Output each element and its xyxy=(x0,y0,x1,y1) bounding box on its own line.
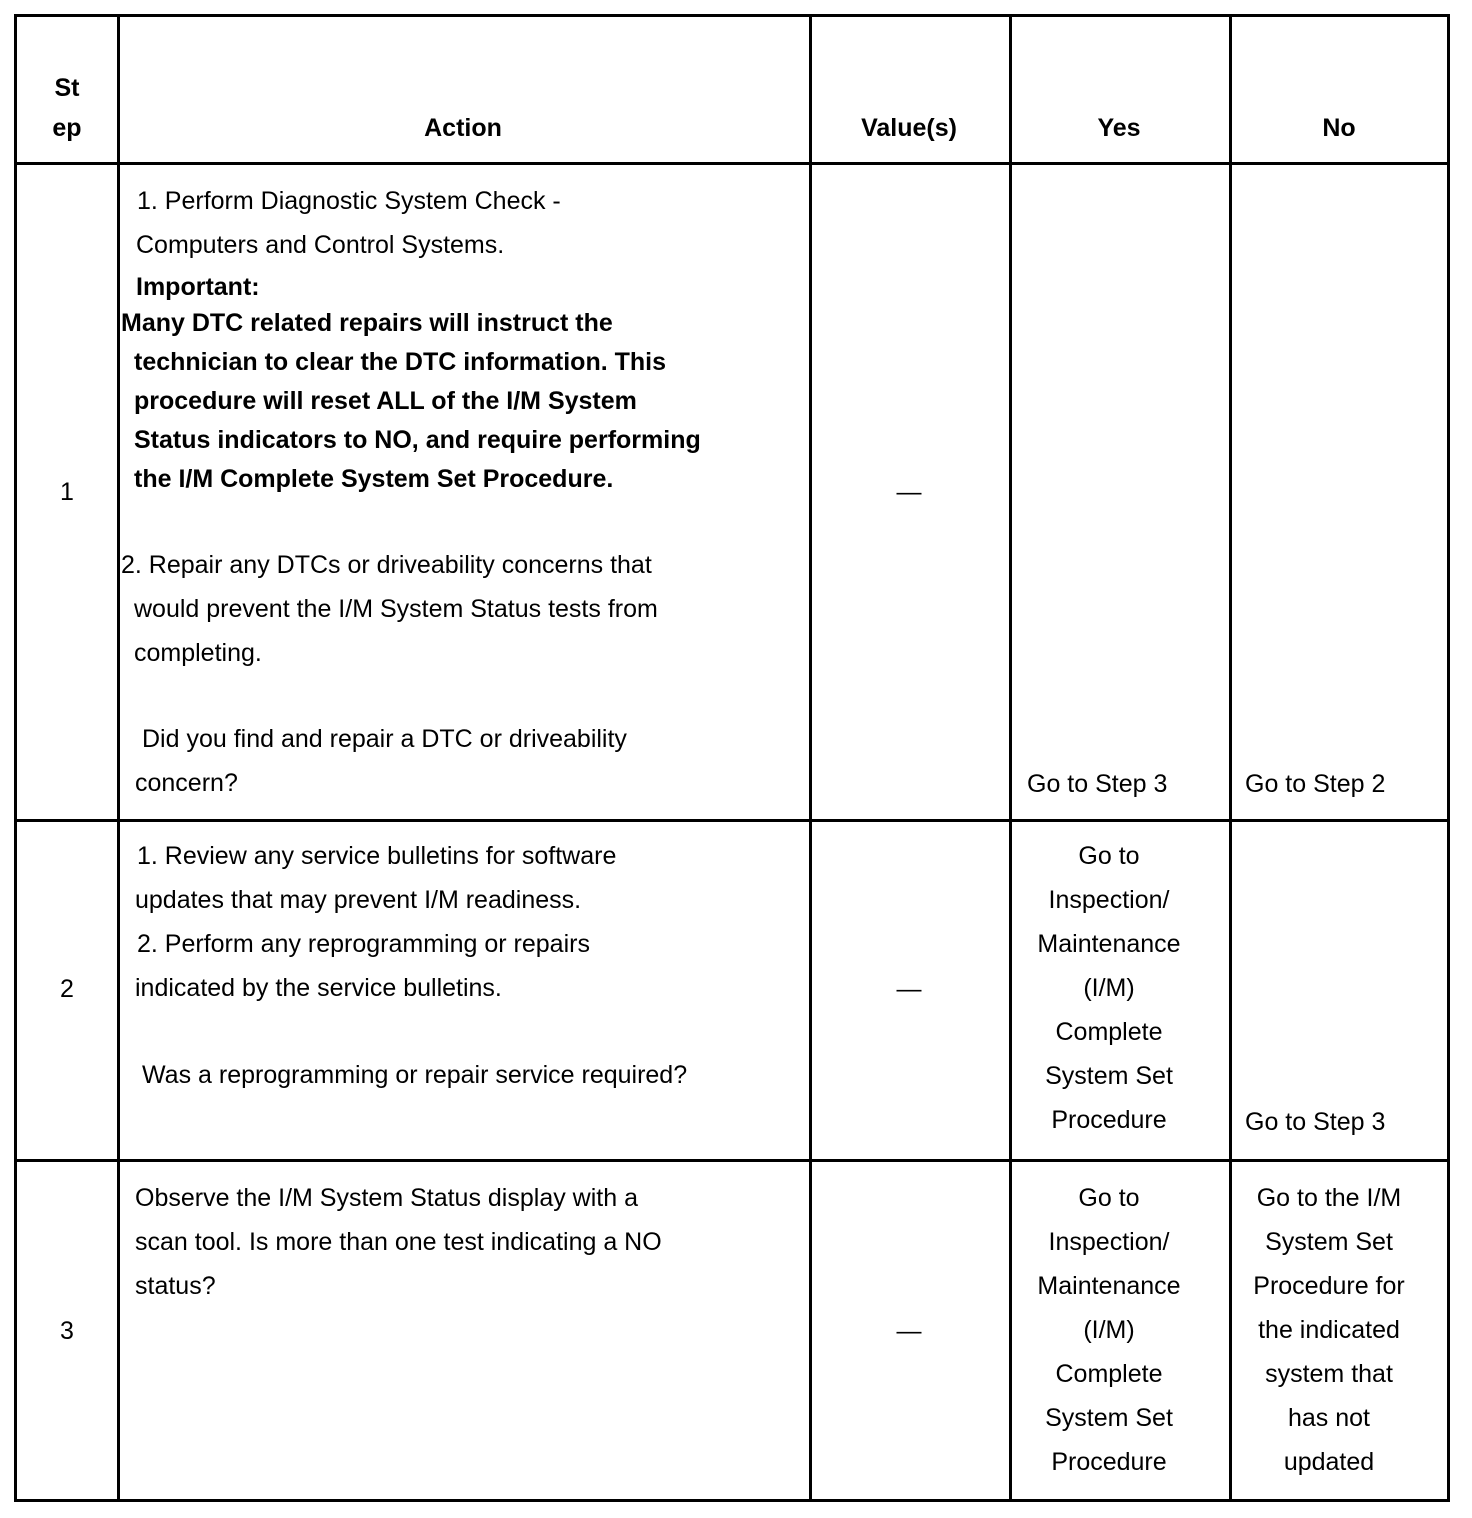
action-line: updates that may prevent I/M readiness. xyxy=(135,886,582,914)
action-text xyxy=(135,1176,662,1308)
step-number: 2 xyxy=(60,975,74,1003)
action-line: Observe the I/M System Status display with a xyxy=(135,1184,638,1212)
no-line: has not xyxy=(1287,1404,1370,1432)
header-no: No xyxy=(1322,114,1356,142)
action-text: Computers and Control Systems. xyxy=(136,231,505,259)
important-label: Important: xyxy=(136,273,260,301)
yes-cell xyxy=(1009,834,1209,1142)
action-line: completing. xyxy=(134,639,262,667)
no-cell: Go to Step 3 xyxy=(1245,1108,1386,1136)
step-number: 1 xyxy=(60,478,74,506)
yes-line: Go to xyxy=(1078,842,1140,870)
question-line: concern? xyxy=(135,769,238,797)
yes-line: Complete xyxy=(1055,1018,1163,1046)
header-values: Value(s) xyxy=(861,114,957,142)
no-line: System Set xyxy=(1265,1228,1393,1256)
no-line: Go to the I/M xyxy=(1256,1184,1402,1212)
yes-line: (I/M) xyxy=(1083,974,1135,1002)
yes-line: (I/M) xyxy=(1083,1316,1135,1344)
yes-line: Inspection/ xyxy=(1048,1228,1170,1256)
yes-cell xyxy=(1009,1176,1209,1484)
action-text: 1. Perform Diagnostic System Check - xyxy=(137,187,561,215)
yes-line: System Set xyxy=(1045,1404,1173,1432)
important-line: the I/M Complete System Set Procedure. xyxy=(134,465,614,493)
header-step xyxy=(17,68,117,148)
no-line: the indicated xyxy=(1258,1316,1400,1344)
no-line: system that xyxy=(1265,1360,1393,1388)
question-text: Was a reprogramming or repair service required? xyxy=(142,1061,688,1089)
question-line: Did you find and repair a DTC or driveability xyxy=(142,725,627,753)
header-yes: Yes xyxy=(1097,114,1141,142)
column-divider xyxy=(809,17,812,1499)
step-number: 3 xyxy=(60,1317,74,1345)
action-text xyxy=(135,834,616,1010)
action-line: 2. Perform any reprogramming or repairs xyxy=(137,930,590,958)
header-step-line2: ep xyxy=(52,114,82,142)
action-line: 2. Repair any DTCs or driveability concerns that xyxy=(121,551,652,579)
yes-line: Procedure xyxy=(1051,1106,1167,1134)
yes-line: Go to xyxy=(1078,1184,1140,1212)
row-divider xyxy=(17,1159,1447,1162)
important-line: procedure will reset ALL of the I/M System xyxy=(134,387,637,415)
header-action: Action xyxy=(424,114,502,142)
column-divider xyxy=(117,17,120,1499)
row-divider xyxy=(17,819,1447,822)
yes-line: Complete xyxy=(1055,1360,1163,1388)
value-cell: — xyxy=(896,975,922,1003)
important-line: Many DTC related repairs will instruct the xyxy=(121,309,613,337)
header-step-line1: St xyxy=(54,74,80,102)
question-text xyxy=(135,717,627,805)
no-cell xyxy=(1229,1176,1429,1484)
yes-line: System Set xyxy=(1045,1062,1173,1090)
important-line: technician to clear the DTC information. This xyxy=(134,348,667,376)
value-cell: — xyxy=(896,1317,922,1345)
value-cell: — xyxy=(896,478,922,506)
action-line: scan tool. Is more than one test indicating a NO xyxy=(135,1228,662,1256)
action-line: 1. Review any service bulletins for software xyxy=(137,842,617,870)
row-divider xyxy=(17,162,1447,165)
no-cell: Go to Step 2 xyxy=(1245,770,1386,798)
important-note xyxy=(121,304,701,499)
yes-line: Maintenance xyxy=(1037,930,1181,958)
no-line: updated xyxy=(1283,1448,1375,1476)
yes-line: Procedure xyxy=(1051,1448,1167,1476)
important-line: Status indicators to NO, and require performing xyxy=(134,426,701,454)
no-line: Procedure for xyxy=(1253,1272,1405,1300)
yes-line: Maintenance xyxy=(1037,1272,1181,1300)
action-line: would prevent the I/M System Status tests from xyxy=(134,595,658,623)
action-line: status? xyxy=(135,1272,216,1300)
action-text xyxy=(121,543,658,675)
action-line: indicated by the service bulletins. xyxy=(135,974,502,1002)
yes-line: Inspection/ xyxy=(1048,886,1170,914)
yes-cell: Go to Step 3 xyxy=(1027,770,1168,798)
